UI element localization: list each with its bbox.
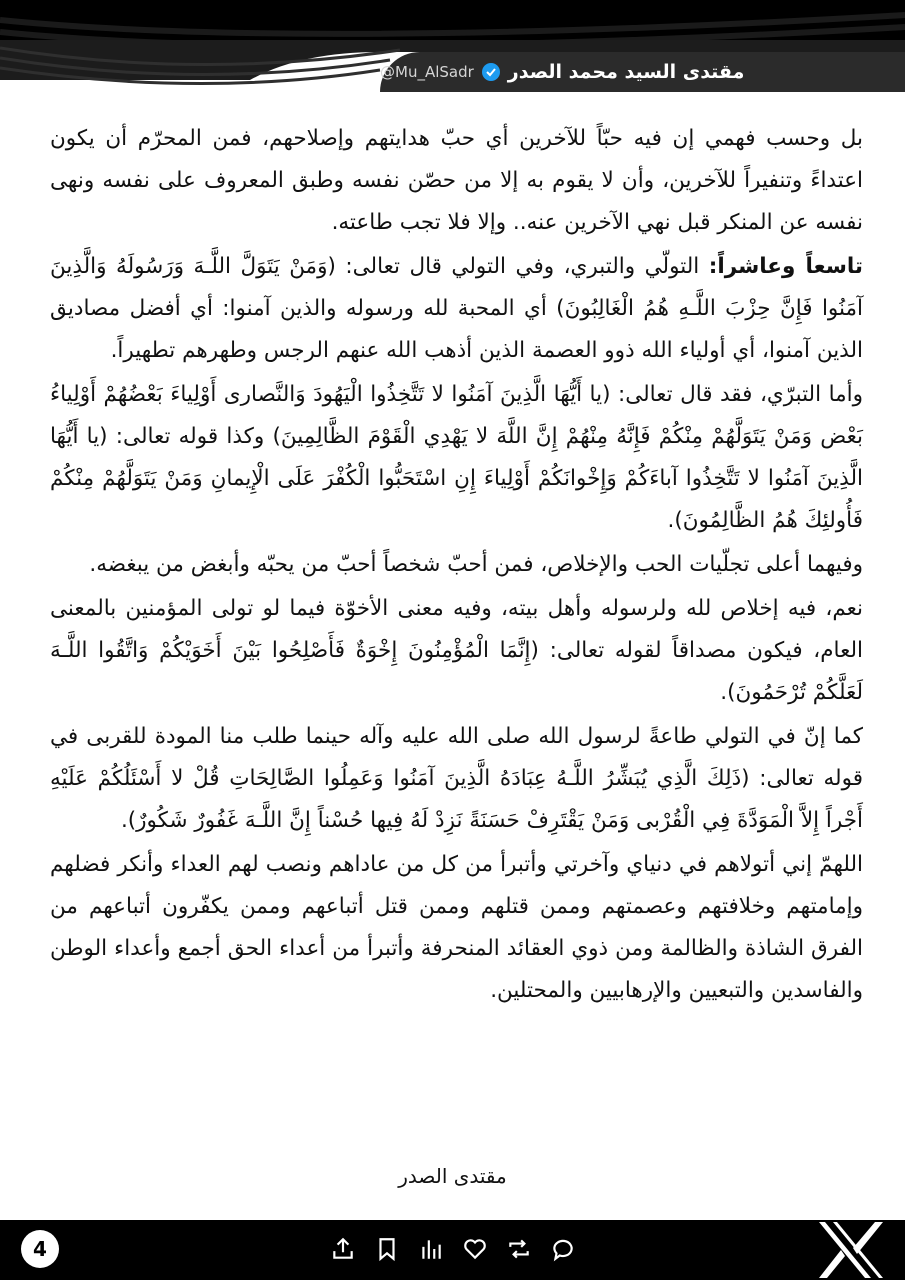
like-icon[interactable] — [462, 1236, 488, 1262]
paragraph: كما إنّ في التولي طاعةً لرسول الله صلى الله عليه وآله حينما طلب منا المودة للقربى في قوله تعالى: (ذَلِكَ الَّذِي يُبَشِّرُ اللَّـهُ عِبَادَهُ الَّذِينَ آمَنُوا وَعَمِلُوا الصَّالِحَاتِ قُلْ لا أَسْئَلُكُمْ عَلَيْهِ أَجْراً إِلاَّ الْمَوَدَّةَ فِي الْقُرْبى وَمَنْ يَقْتَرِفْ حَسَنَةً نَزِدْ لَهُ فِيها حُسْناً إِنَّ اللَّـهَ غَفُورٌ شَكُورٌ). — [50, 724, 863, 833]
account-header[interactable] — [380, 52, 905, 92]
paragraph — [50, 246, 863, 372]
decorative-stripes — [0, 0, 905, 45]
paragraph: وفيهما أعلى تجلّيات الحب والإخلاص، فمن أحبّ شخصاً أحبّ من يحبّه وأبغض من يبغضه. — [89, 552, 863, 577]
paragraph: وأما التبرّي، فقد قال تعالى: (يا أَيُّهَا الَّذِينَ آمَنُوا لا تَتَّخِذُوا الْيَهُودَ وَالنَّصارى أَوْلِياءَ بَعْضُهُمْ أَوْلِياءُ بَعْض وَمَنْ يَتَوَلَّهُمْ مِنْكُمْ فَإِنَّهُ مِنْهُمْ إِنَّ اللَّهَ لا يَهْدِي الْقَوْمَ الظَّالِمِينَ) وكذا قوله تعالى: (يا أَيُّهَا الَّذِينَ آمَنُوا لا تَتَّخِذُوا آباءَكُمْ وَإِخْوانَكُمْ أَوْلِياءَ إِنِ اسْتَحَبُّوا الْكُفْرَ عَلَى الْإِيمانِ وَمَنْ يَتَوَلَّهُمْ مِنْكُمْ فَأُولئِكَ هُمُ الظَّالِمُونَ). — [50, 382, 863, 533]
post-body — [50, 118, 863, 1014]
account-name[interactable]: مقتدى السيد محمد الصدر — [507, 61, 745, 83]
repost-icon[interactable] — [506, 1236, 532, 1262]
top-band — [0, 0, 905, 45]
action-bar — [330, 1236, 576, 1262]
account-handle[interactable]: @Mu_AlSadr — [380, 63, 474, 81]
paragraph: اللهمّ إني أتولاهم في دنياي وآخرتي وأتبرأ من كل من عاداهم ونصب لهم العداء وأنكر فضلهم وإمامتهم وخلافتهم وعصمتهم وممن قتلهم وممن قتل أتباعهم وممن يكفّرون أتباعهم من الفرق الشاذة والظالمة ومن ذوي العقائد المنحرفة وأتبرأ من أعداء الحق أجمع وأعداء الوطن والفاسدين والتبعيين والإرهابيين والمحتلين. — [50, 852, 863, 1003]
bookmark-icon[interactable] — [374, 1236, 400, 1262]
reply-icon[interactable] — [550, 1236, 576, 1262]
verified-badge-icon — [482, 63, 500, 81]
paragraph-lead: تاسعاً وعاشراً: — [708, 254, 863, 279]
paragraph: بل وحسب فهمي إن فيه حبّاً للآخرين أي حبّ هدايتهم وإصلاحهم، فمن المحرّم أن يكون اعتداءً وتنفيراً للآخرين، وأن لا يقوم به إلا من حصّن نفسه وطبق المعروف على نفسه ونهى نفسه عن المنكر قبل نهي الآخرين عنه.. وإلا فلا تجب طاعته. — [50, 126, 863, 235]
paragraph-text: التولّي والتبري، وفي التولي قال تعالى: (وَمَنْ يَتَوَلَّ اللَّـهَ وَرَسُولَهُ وَالَّذِينَ آمَنُوا فَإِنَّ حِزْبَ اللَّـهِ هُمُ الْغَالِبُونَ) أي المحبة لله ورسوله والذين آمنوا: أي أفضل مصاديق الذين آمنوا، أي أولياء الله ذوو العصمة الذين أذهب الله عنهم الرجس وطهرهم تطهيراً. — [50, 254, 863, 363]
share-icon[interactable] — [330, 1236, 356, 1262]
signature: مقتدى الصدر — [398, 1164, 507, 1188]
views-icon[interactable] — [418, 1236, 444, 1262]
x-logo-icon — [809, 1220, 889, 1280]
paragraph: نعم، فيه إخلاص لله ولرسوله وأهل بيته، وفيه معنى الأخوّة فيما لو تولى المؤمنين بالمعنى العام، فيكون مصداقاً لقوله تعالى: (إِنَّمَا الْمُؤْمِنُونَ إِخْوَةٌ فَأَصْلِحُوا بَيْنَ أَخَوَيْكُمْ وَاتَّقُوا اللَّـهَ لَعَلَّكُمْ تُرْحَمُونَ). — [50, 596, 863, 705]
page-number: 4 — [21, 1230, 59, 1268]
